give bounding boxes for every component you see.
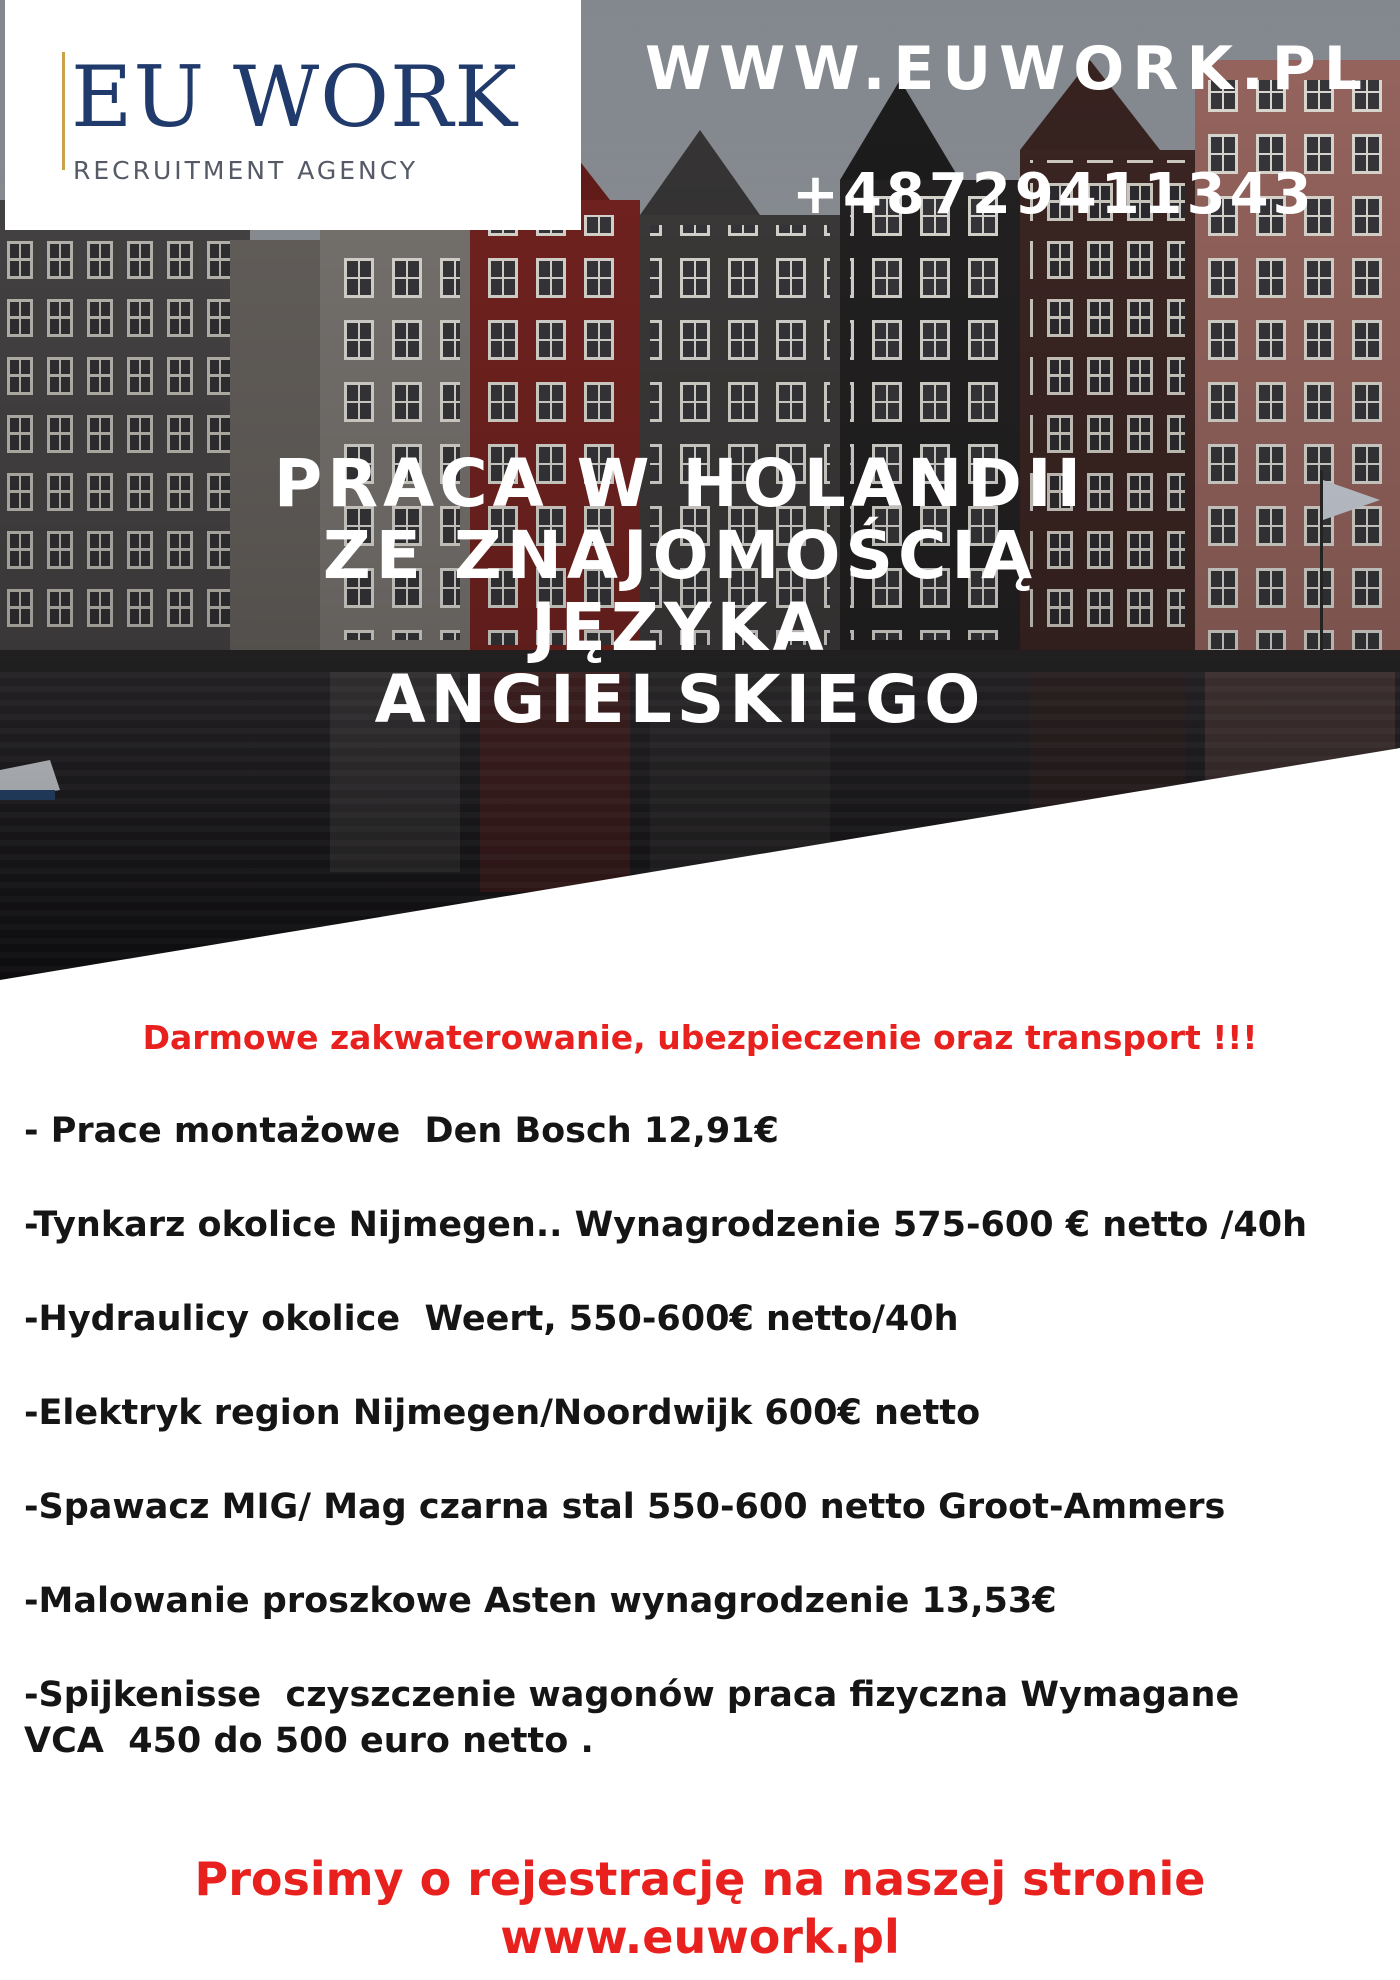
job-offer-item: -Spawacz MIG/ Mag czarna stal 550-600 netto Groot-Ammers [24,1487,1226,1527]
headline-line-1: PRACA W HOLANDII [273,445,1087,522]
footer-website-link[interactable]: www.euwork.pl [500,1910,900,1964]
registration-call-to-action [0,1850,1400,1966]
job-offer-list [24,1108,1384,1812]
company-logo [5,0,581,230]
headline [190,445,1170,738]
footer-text: Prosimy o rejestrację na naszej stronie [194,1852,1206,1906]
header-phone-number[interactable]: +48729411343 [792,162,1316,227]
job-offer-item: -Malowanie proszkowe Asten wynagrodzenie 13,53€ [24,1581,1057,1621]
job-offer-item: -Hydraulicy okolice Weert, 550-600€ netto/40h [24,1299,959,1339]
logo-gold-bar [62,52,65,170]
job-offer-item: -Elektryk region Nijmegen/Noordwijk 600€ netto [24,1393,981,1433]
header-website-link[interactable]: WWW.EUWORK.PL [644,34,1370,104]
job-offer-item: -Spijkenisse czyszczenie wagonów praca fizyczna Wymagane VCA 450 do 500 euro netto . [24,1675,1240,1761]
headline-line-2: ZE ZNAJOMOŚCIĄ [322,517,1038,594]
headline-line-3: JĘZYKA [531,589,829,666]
benefits-highlight: Darmowe zakwaterowanie, ubezpieczenie oraz transport !!! [142,1018,1258,1057]
headline-line-4: ANGIELSKIEGO [374,661,986,738]
logo-title: EU WORK [71,48,519,146]
job-offer-item: - Prace montażowe Den Bosch 12,91€ [24,1111,779,1151]
logo-subtitle: RECRUITMENT AGENCY [73,156,419,185]
job-offer-item: -Tynkarz okolice Nijmegen.. Wynagrodzenie 575-600 € netto /40h [24,1205,1308,1245]
